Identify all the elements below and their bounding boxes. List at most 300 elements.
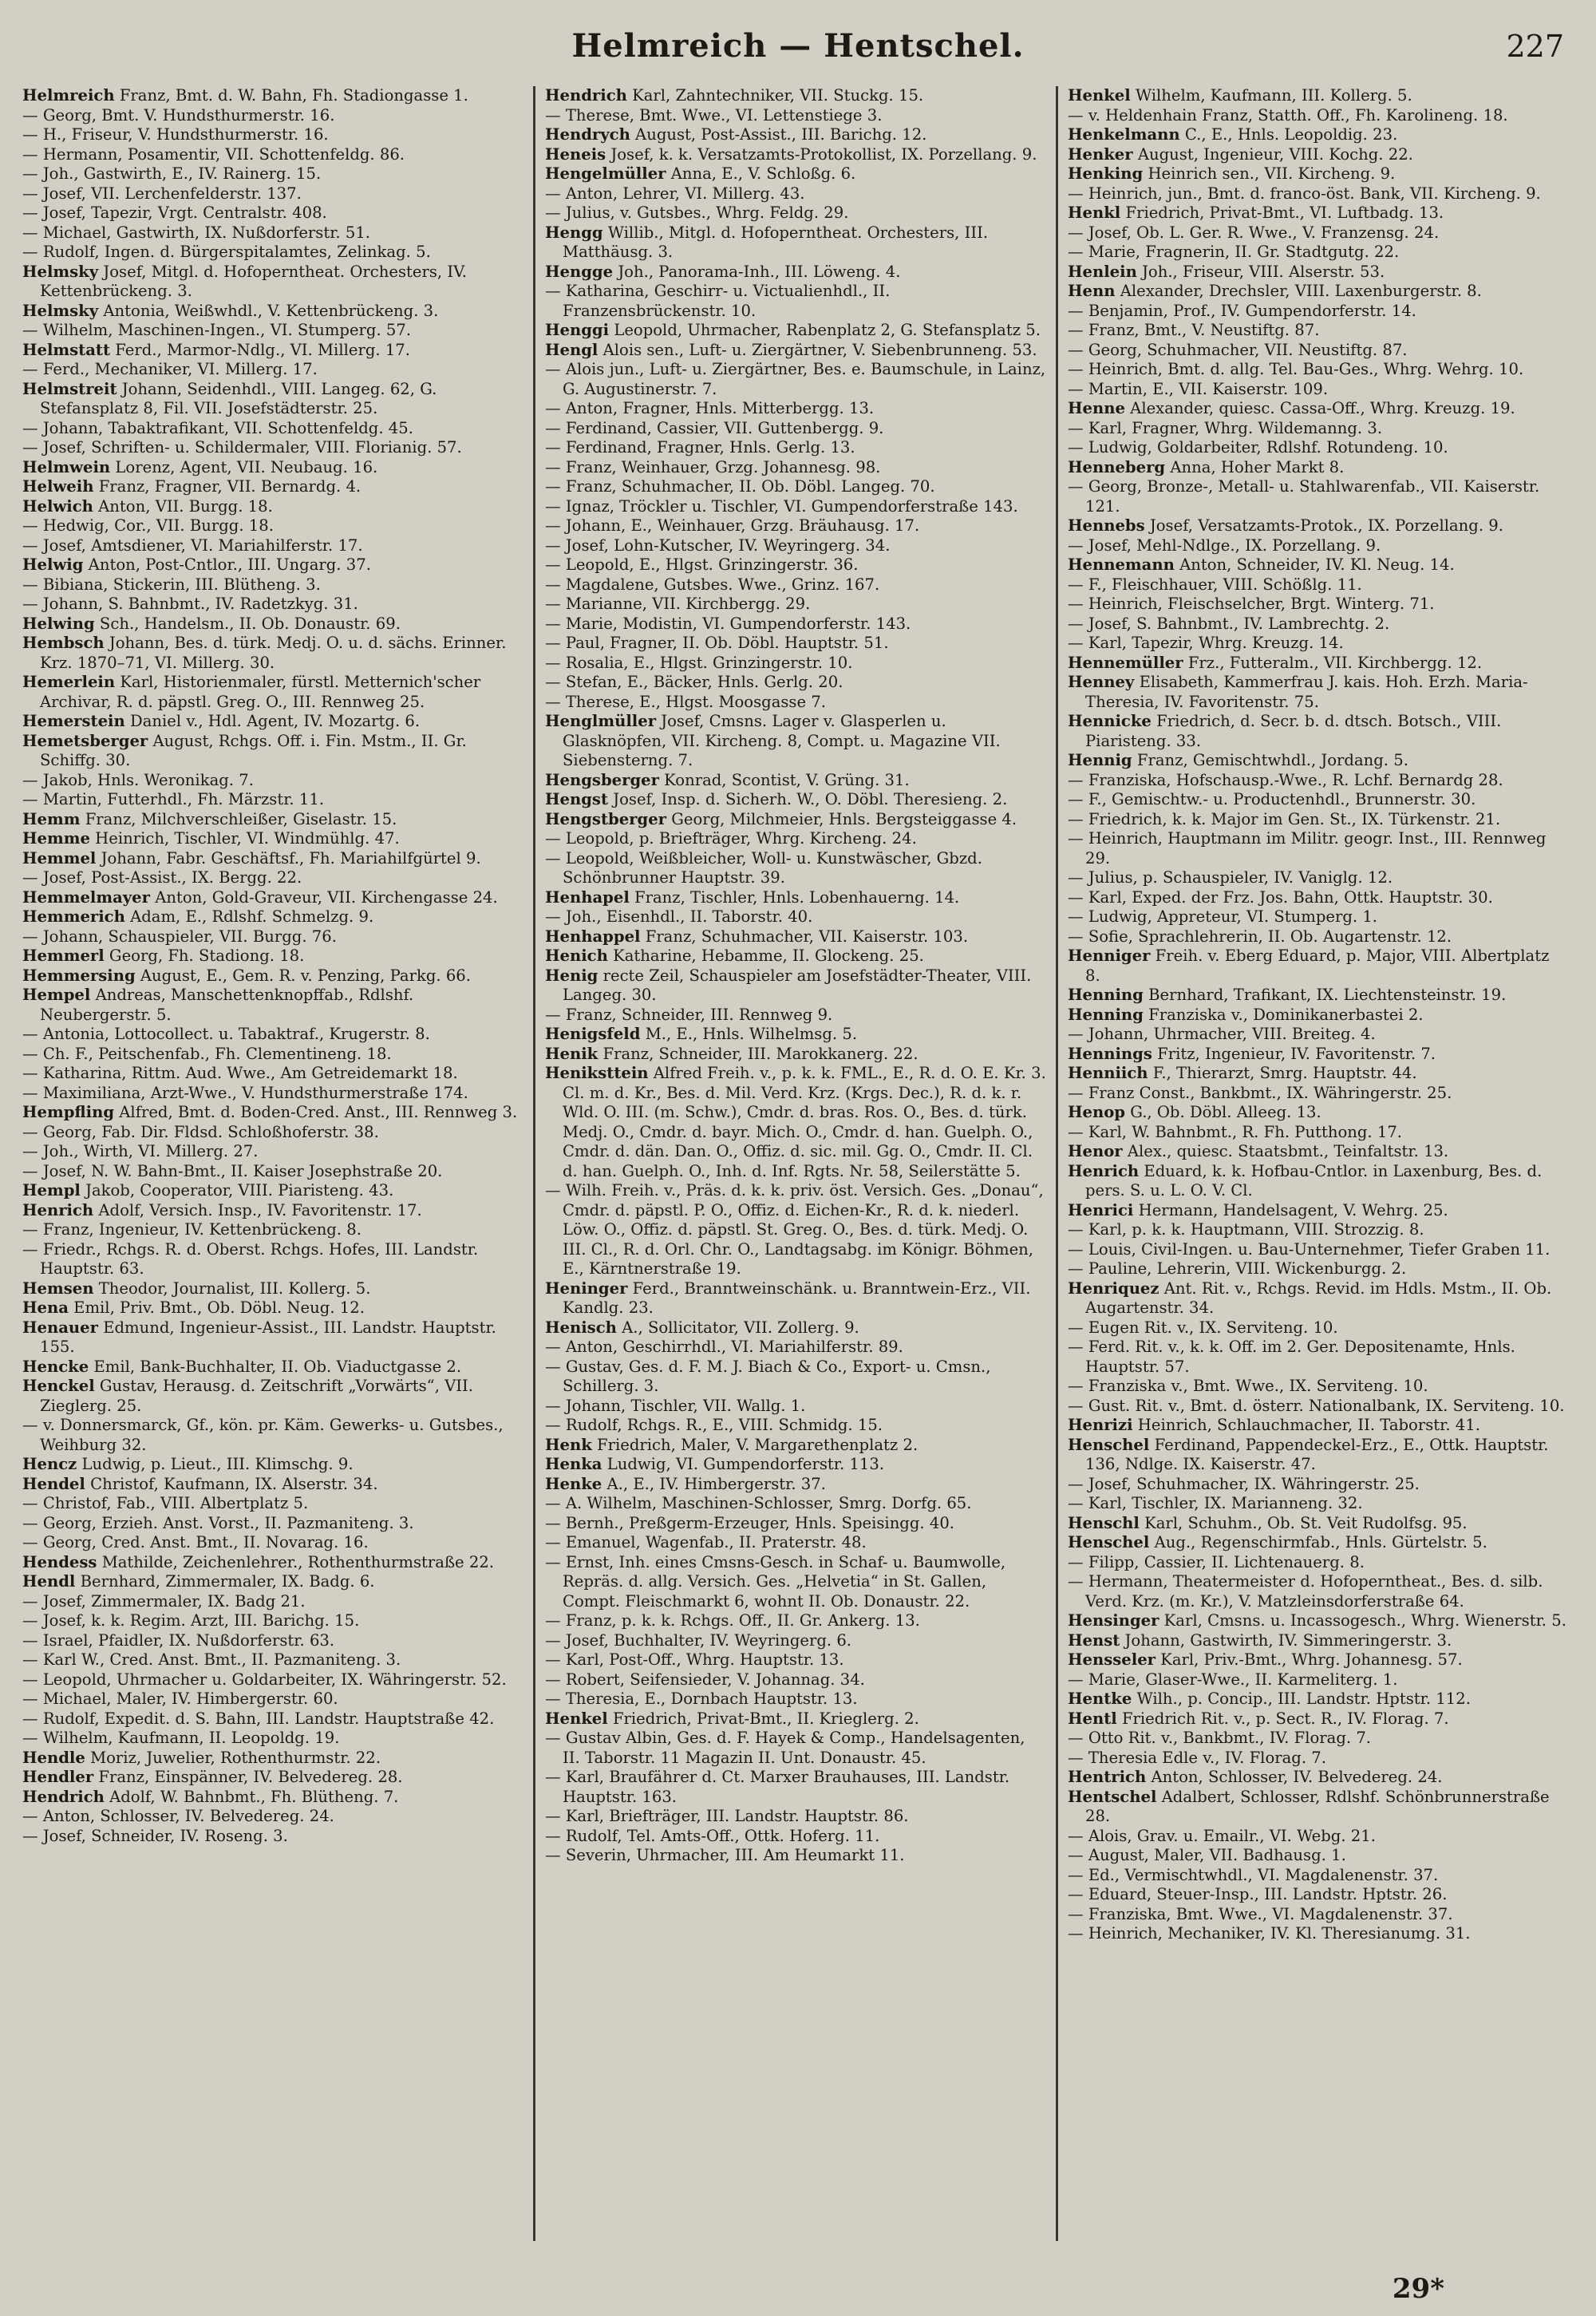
entry-surname: Hendrich <box>545 86 627 105</box>
directory-entry <box>545 673 1046 693</box>
directory-entry <box>1068 1103 1569 1123</box>
entry-details: — Ferd. Rit. v., k. k. Off. im 2. Ger. Depositenamte, Hnls. Hauptstr. 57. <box>1068 1338 1515 1376</box>
entry-surname: Hemmersing <box>22 966 136 985</box>
directory-entry <box>22 1631 523 1651</box>
entry-details: — Marie, Glaser-Wwe., II. Karmeliterg. 1. <box>1068 1670 1398 1689</box>
directory-entry <box>22 1553 523 1573</box>
entry-details: Bernhard, Zimmermaler, IX. Badg. 6. <box>80 1572 375 1591</box>
entry-details: — Friedr., Rchgs. R. d. Oberst. Rchgs. Hofes, III. Landstr. Hauptstr. 63. <box>22 1239 479 1278</box>
directory-entry <box>1068 204 1569 223</box>
entry-details: — Friedrich, k. k. Major im Gen. St., IX. Türkenstr. 21. <box>1068 809 1501 828</box>
entry-surname: Henhappel <box>545 927 641 946</box>
directory-entry <box>22 712 523 732</box>
directory-entry <box>22 575 523 595</box>
directory-entry <box>1068 1006 1569 1026</box>
entry-details: — Leopold, Uhrmacher u. Goldarbeiter, IX. Währingerstr. 52. <box>22 1670 507 1689</box>
directory-entry <box>1068 1866 1569 1886</box>
entry-details: Hermann, Handelsagent, V. Wehrg. 25. <box>1138 1200 1448 1219</box>
directory-entry <box>1068 790 1569 810</box>
entry-surname: Henlein <box>1068 262 1137 281</box>
entry-surname: Hennemann <box>1068 555 1175 574</box>
directory-entry <box>545 1338 1046 1358</box>
entry-details: — Franz, Schuhmacher, II. Ob. Döbl. Langeg. 70. <box>545 477 935 496</box>
directory-entry <box>1068 164 1569 184</box>
entry-details: — Karl, Tapezir, Whrg. Kreuzg. 14. <box>1068 634 1344 652</box>
entry-details: — Karl, Post-Off., Whrg. Hauptstr. 13. <box>545 1650 844 1669</box>
entry-details: August, Post-Assist., III. Barichg. 12. <box>635 125 927 144</box>
entry-surname: Hennicke <box>1068 712 1152 730</box>
entry-details: — Ch. F., Peitschenfab., Fh. Clementineng. 18. <box>22 1044 392 1063</box>
entry-surname: Hensseler <box>1068 1650 1156 1669</box>
directory-entry <box>22 1377 523 1416</box>
directory-entry <box>545 86 1046 106</box>
entry-details: — Rosalia, E., Hlgst. Grinzingerstr. 10. <box>545 653 853 672</box>
entry-surname: Hendrich <box>22 1787 105 1806</box>
directory-entry <box>1068 810 1569 830</box>
entry-surname: Henking <box>1068 164 1144 183</box>
entry-details: — Ludwig, Goldarbeiter, Rdlshf. Rotundeng. 10. <box>1068 438 1448 456</box>
directory-entry <box>1068 1045 1569 1065</box>
entry-surname: Henkel <box>1068 86 1131 105</box>
entry-surname: Hennig <box>1068 751 1132 769</box>
directory-entry <box>545 1827 1046 1847</box>
directory-entry <box>545 1553 1046 1612</box>
entry-details: — Georg, Fab. Dir. Fldsd. Schloßhoferstr. 38. <box>22 1122 379 1141</box>
entry-surname: Henschl <box>1068 1513 1140 1532</box>
directory-entry <box>1068 595 1569 615</box>
entry-details: Franziska v., Dominikanerbastei 2. <box>1148 1005 1424 1024</box>
directory-entry <box>1068 380 1569 400</box>
directory-entry <box>1068 399 1569 419</box>
entry-details: — Ernst, Inh. eines Cmsns-Gesch. in Schaf- u. Baumwolle, Repräs. d. allg. Versich. Ges. „Helvetia“ in St. Gallen, Compt. Fleischmarkt 6, wohnt II. Ob. Donaustr. 22. <box>545 1552 1006 1611</box>
directory-entry <box>1068 184 1569 204</box>
directory-entry <box>22 360 523 380</box>
entry-surname: Henrici <box>1068 1200 1134 1219</box>
entry-details: Karl, Priv.-Bmt., Whrg. Johannesg. 57. <box>1160 1650 1463 1669</box>
entry-surname: Heniksttein <box>545 1064 649 1082</box>
directory-entry <box>1068 1416 1569 1436</box>
entry-details: — Johann, Uhrmacher, VIII. Breiteg. 4. <box>1068 1025 1376 1043</box>
entry-details: Frz., Futteralm., VII. Kirchbergg. 12. <box>1187 653 1483 672</box>
entry-surname: Henst <box>1068 1630 1120 1650</box>
directory-entry <box>1068 302 1569 322</box>
directory-entry <box>545 1416 1046 1436</box>
directory-entry <box>22 615 523 634</box>
entry-details: Aug., Regenschirmfab., Hnls. Gürtelstr. 5. <box>1154 1533 1487 1551</box>
directory-entry <box>22 947 523 966</box>
entry-surname: Henning <box>1068 1005 1144 1024</box>
entry-details: — Karl, Briefträger, III. Landstr. Hauptstr. 86. <box>545 1807 909 1825</box>
entry-details: — Severin, Uhrmacher, III. Am Heumarkt 11. <box>545 1846 905 1864</box>
directory-entry <box>1068 1162 1569 1201</box>
entry-details: — Ludwig, Appreteur, VI. Stumperg. 1. <box>1068 907 1378 926</box>
entry-details: Heinrich, Tischler, VI. Windmühlg. 47. <box>95 829 400 848</box>
entry-surname: Henn <box>1068 282 1116 300</box>
entry-details: — Martin, Futterhdl., Fh. Märzstr. 11. <box>22 790 325 808</box>
entry-surname: Hembsch <box>22 634 105 652</box>
directory-entry <box>545 263 1046 283</box>
signature-mark: 29* <box>1392 2273 1444 2305</box>
entry-details: — Rudolf, Ingen. d. Bürgerspitalamtes, Zelinkag. 5. <box>22 243 431 261</box>
column-divider <box>1056 86 1058 2241</box>
entry-details: — Franziska, Bmt. Wwe., VI. Magdalenenstr. 37. <box>1068 1904 1453 1923</box>
entry-details: — Karl W., Cred. Anst. Bmt., II. Pazmaniteng. 3. <box>22 1650 401 1669</box>
directory-entry <box>22 516 523 536</box>
entry-surname: Hemerlein <box>22 673 116 691</box>
directory-entry <box>22 790 523 810</box>
directory-entry <box>22 263 523 302</box>
entry-details: Ludwig, VI. Gumpendorferstr. 113. <box>606 1455 885 1473</box>
directory-columns <box>14 86 1578 2241</box>
directory-entry <box>22 1650 523 1670</box>
directory-entry <box>545 1690 1046 1709</box>
entry-details: — Georg, Cred. Anst. Bmt., II. Novarag. 16. <box>22 1533 369 1551</box>
entry-surname: Hentl <box>1068 1709 1117 1728</box>
directory-entry <box>22 1514 523 1534</box>
entry-details: Johann, Gastwirth, IV. Simmeringerstr. 3. <box>1124 1630 1452 1650</box>
entry-details: Anton, VII. Burgg. 18. <box>98 496 273 516</box>
directory-entry <box>22 1768 523 1788</box>
entry-details: — Anton, Fragner, Hnls. Mitterbergg. 13. <box>545 399 875 417</box>
directory-entry <box>545 1729 1046 1768</box>
entry-surname: Hendess <box>22 1552 97 1571</box>
entry-details: — Julius, v. Gutsbes., Whrg. Feldg. 29. <box>545 204 849 222</box>
entry-details: Friedrich, Privat-Bmt., II. Krieglerg. 2. <box>612 1709 919 1728</box>
entry-details: Wilh., p. Concip., III. Landstr. Hptstr. 112. <box>1136 1690 1471 1708</box>
directory-entry <box>545 1318 1046 1338</box>
directory-entry <box>22 341 523 361</box>
entry-details: — Josef, k. k. Regim. Arzt, III. Barichg. 15. <box>22 1611 360 1630</box>
directory-entry <box>22 86 523 106</box>
directory-entry <box>22 497 523 517</box>
entry-details: — Josef, Buchhalter, IV. Weyringerg. 6. <box>545 1630 852 1650</box>
directory-entry <box>545 634 1046 654</box>
entry-details: — Franz, Weinhauer, Grzg. Johannesg. 98. <box>545 457 881 476</box>
entry-details: Mathilde, Zeichenlehrer., Rothenthurmstraße 22. <box>101 1552 495 1571</box>
entry-details: — Josef, S. Bahnbmt., IV. Lambrechtg. 2. <box>1068 614 1390 633</box>
directory-entry <box>22 1201 523 1221</box>
directory-entry <box>1068 1201 1569 1221</box>
entry-details: Anton, Post-Cntlor., III. Ungarg. 37. <box>88 555 371 574</box>
entry-details: — Josef, Tapezir, Vrgt. Centralstr. 408. <box>22 204 327 222</box>
entry-details: Ferd., Marmor-Ndlg., VI. Millerg. 17. <box>115 340 410 359</box>
directory-entry <box>22 1690 523 1709</box>
entry-details: Joh., Friseur, VIII. Alserstr. 53. <box>1142 262 1385 281</box>
page-title: Helmreich — Hentschel. <box>571 27 1025 65</box>
directory-entry <box>22 1416 523 1455</box>
directory-entry <box>1068 1397 1569 1417</box>
entry-details: — Karl, Tischler, IX. Marianneng. 32. <box>1068 1494 1363 1512</box>
directory-entry <box>1068 1885 1569 1905</box>
directory-entry <box>545 477 1046 497</box>
entry-details: — F., Fleischhauer, VIII. Schößlg. 11. <box>1068 575 1362 594</box>
entry-surname: Hempel <box>22 986 91 1004</box>
entry-details: Gustav, Herausg. d. Zeitschrift „Vorwärts“, VII. Zieglerg. 25. <box>40 1377 474 1415</box>
directory-entry <box>545 536 1046 556</box>
entry-surname: Henhapel <box>545 887 630 907</box>
entry-details: — Christof, Fab., VIII. Albertplatz 5. <box>22 1494 309 1512</box>
directory-entry <box>22 321 523 341</box>
directory-entry <box>1068 477 1569 516</box>
column-middle <box>537 86 1054 2241</box>
entry-details: — v. Heldenhain Franz, Statth. Off., Fh. Karolineng. 18. <box>1068 105 1508 124</box>
entry-surname: Hencz <box>22 1455 77 1473</box>
column-divider <box>533 86 535 2241</box>
entry-surname: Henigsfeld <box>545 1025 641 1043</box>
entry-details: — Johann, S. Bahnbmt., IV. Radetzkyg. 31. <box>22 595 358 613</box>
directory-entry <box>22 927 523 947</box>
directory-entry <box>545 438 1046 458</box>
directory-entry <box>22 732 523 771</box>
directory-entry <box>545 145 1046 165</box>
entry-details: — Ferd., Mechaniker, VI. Millerg. 17. <box>22 360 318 378</box>
entry-details: Franz, Einspänner, IV. Belvedereg. 28. <box>98 1768 403 1786</box>
entry-details: — Emanuel, Wagenfab., II. Praterstr. 48. <box>545 1533 867 1551</box>
directory-entry <box>22 1298 523 1318</box>
entry-details: — Louis, Civil-Ingen. u. Bau-Unternehmer, Tiefer Graben 11. <box>1068 1239 1551 1259</box>
entry-details: Johann, Bes. d. türk. Medj. O. u. d. sächs. Erinner. Krz. 1870–71, VI. Millerg. 30. <box>40 634 507 672</box>
directory-entry <box>1068 1709 1569 1729</box>
directory-entry <box>545 1533 1046 1553</box>
directory-entry <box>1068 1318 1569 1338</box>
entry-details: Alexander, Drechsler, VIII. Laxenburgerstr. 8. <box>1120 282 1482 300</box>
entry-details: Antonia, Weißwhdl., V. Kettenbrückeng. 3. <box>103 301 439 320</box>
entry-details: — Johann, Tischler, VII. Wallg. 1. <box>545 1396 806 1415</box>
entry-surname: Helmstreit <box>22 379 117 398</box>
entry-details: Josef, Mitgl. d. Hofoperntheat. Orchesters, IV. Kettenbrückeng. 3. <box>40 262 468 300</box>
entry-details: Alfred, Bmt. d. Boden-Cred. Anst., III. Rennweg 3. <box>119 1103 518 1121</box>
entry-details: Franz, Bmt. d. W. Bahn, Fh. Stadiongasse 1. <box>119 86 468 105</box>
entry-details: — Gustav, Ges. d. F. M. J. Biach & Co., Export- u. Cmsn., Schillerg. 3. <box>545 1357 991 1395</box>
entry-details: — Benjamin, Prof., IV. Gumpendorferstr. 14. <box>1068 301 1416 320</box>
directory-entry <box>545 458 1046 478</box>
directory-entry <box>1068 145 1569 165</box>
entry-details: Emil, Bank-Buchhalter, II. Ob. Viaductgasse 2. <box>93 1357 462 1376</box>
entry-details: — Heinrich, Hauptmann im Militr. geogr. Inst., III. Rennweg 29. <box>1068 829 1547 868</box>
entry-details: Josef, Insp. d. Sicherh. W., O. Döbl. Theresieng. 2. <box>613 790 1008 808</box>
directory-entry <box>1068 263 1569 283</box>
entry-details: — Anton, Geschirrhdl., VI. Mariahilferstr. 89. <box>545 1338 903 1356</box>
directory-entry <box>1068 1924 1569 1944</box>
directory-entry <box>1068 1220 1569 1240</box>
entry-details: — Hedwig, Cor., VII. Burgg. 18. <box>22 516 274 535</box>
entry-details: — Martin, E., VII. Kaiserstr. 109. <box>1068 379 1329 398</box>
directory-entry <box>1068 947 1569 986</box>
entry-details: A., E., IV. Himbergerstr. 37. <box>606 1474 826 1493</box>
entry-details: Lorenz, Agent, VII. Neubaug. 16. <box>115 457 378 476</box>
directory-entry <box>1068 536 1569 556</box>
directory-entry <box>545 790 1046 810</box>
entry-surname: Hemmel <box>22 848 97 868</box>
entry-details: — Filipp, Cassier, II. Lichtenauerg. 8. <box>1068 1552 1365 1571</box>
directory-entry <box>1068 419 1569 439</box>
directory-entry <box>1068 751 1569 771</box>
entry-details: Alois sen., Luft- u. Ziergärtner, V. Siebenbrunneng. 53. <box>602 340 1037 359</box>
directory-entry <box>1068 1025 1569 1045</box>
entry-details: — Rudolf, Rchgs. R., E., VIII. Schmidg. 15. <box>545 1416 883 1434</box>
entry-details: — Karl, W. Bahnbmt., R. Fh. Putthong. 17. <box>1068 1122 1403 1141</box>
entry-details: Karl, Zahntechniker, VII. Stuckg. 15. <box>632 86 924 105</box>
entry-details: — Josef, Ob. L. Ger. R. Wwe., V. Franzensg. 24. <box>1068 223 1440 242</box>
entry-surname: Henschel <box>1068 1533 1150 1551</box>
directory-entry <box>22 145 523 165</box>
entry-details: — Heinrich, Bmt. d. allg. Tel. Bau-Ges., Whrg. Wehrg. 10. <box>1068 360 1524 378</box>
entry-details: — Theresia Edle v., IV. Florag. 7. <box>1068 1748 1326 1767</box>
entry-details: Leopold, Uhrmacher, Rabenplatz 2, G. Stefansplatz 5. <box>614 321 1041 339</box>
entry-details: — Ed., Vermischtwhdl., VI. Magdalenenstr. 37. <box>1068 1865 1439 1884</box>
entry-surname: Hemsen <box>22 1279 94 1298</box>
directory-entry <box>545 693 1046 713</box>
entry-details: Franz, Fragner, VII. Bernardg. 4. <box>98 477 361 496</box>
entry-details: — Therese, E., Hlgst. Moosgasse 7. <box>545 692 827 711</box>
entry-surname: Helmsky <box>22 262 99 281</box>
directory-entry <box>1068 1514 1569 1534</box>
entry-surname: Henrich <box>1068 1161 1140 1180</box>
entry-details: Fritz, Ingenieur, IV. Favoritenstr. 7. <box>1157 1044 1436 1063</box>
entry-details: — Jakob, Hnls. Weronikag. 7. <box>22 770 254 789</box>
directory-entry <box>1068 86 1569 106</box>
entry-details: Moriz, Juwelier, Rothenthurmstr. 22. <box>90 1748 381 1767</box>
entry-details: — Bibiana, Stickerin, III. Blütheng. 3. <box>22 575 321 594</box>
entry-details: August, E., Gem. R. v. Penzing, Parkg. 66. <box>140 966 471 985</box>
page-number: 227 <box>1506 29 1564 64</box>
entry-details: Franz, Schuhmacher, VII. Kaiserstr. 103. <box>645 927 969 946</box>
entry-details: Friedrich, Maler, V. Margarethenplatz 2. <box>597 1435 918 1454</box>
entry-surname: Hengg <box>545 223 603 242</box>
directory-entry <box>545 771 1046 791</box>
directory-entry <box>1068 555 1569 575</box>
directory-entry <box>22 1611 523 1631</box>
entry-details: — Josef, Schneider, IV. Roseng. 3. <box>22 1826 288 1845</box>
directory-entry <box>1068 282 1569 302</box>
directory-entry <box>1068 986 1569 1006</box>
entry-details: Edmund, Ingenieur-Assist., III. Landstr. Hauptstr. 155. <box>40 1318 496 1356</box>
entry-details: — Georg, Erzieh. Anst. Vorst., II. Pazmaniteng. 3. <box>22 1513 414 1532</box>
entry-details: — Karl, Exped. der Frz. Jos. Bahn, Ottk. Hauptstr. 30. <box>1068 887 1493 907</box>
directory-entry <box>545 1279 1046 1318</box>
directory-entry <box>1068 1377 1569 1397</box>
directory-entry <box>1068 654 1569 674</box>
directory-entry <box>22 1475 523 1495</box>
directory-entry <box>545 497 1046 517</box>
entry-details: C., E., Hnls. Leopoldig. 23. <box>1184 125 1398 144</box>
directory-entry <box>22 555 523 575</box>
entry-details: — Antonia, Lottocollect. u. Tabaktraf., Krugerstr. 8. <box>22 1025 430 1043</box>
entry-surname: Henisch <box>545 1318 617 1337</box>
directory-entry <box>1068 1338 1569 1377</box>
directory-entry <box>545 1768 1046 1807</box>
entry-details: — Franz, p. k. k. Rchgs. Off., II. Gr. Ankerg. 13. <box>545 1611 920 1630</box>
directory-entry <box>1068 1436 1569 1475</box>
entry-details: — Anton, Schlosser, IV. Belvedereg. 24. <box>22 1807 334 1825</box>
directory-entry <box>545 595 1046 615</box>
entry-details: Franz, Gemischtwhdl., Jordang. 5. <box>1136 751 1408 769</box>
directory-entry <box>22 458 523 478</box>
entry-surname: Henney <box>1068 673 1135 691</box>
directory-entry <box>545 341 1046 361</box>
directory-entry <box>545 810 1046 830</box>
entry-details: Friedrich, d. Secr. b. d. dtsch. Botsch., VIII. Piaristeng. 33. <box>1085 712 1502 750</box>
entry-details: — Alois jun., Luft- u. Ziergärtner, Bes. e. Baumschule, in Lainz, G. Augustinerstr. 7. <box>545 360 1046 398</box>
entry-details: — Hermann, Posamentir, VII. Schottenfeldg. 86. <box>22 144 405 164</box>
directory-entry <box>22 1162 523 1182</box>
entry-details: — Franz, Ingenieur, IV. Kettenbrückeng. 8. <box>22 1220 362 1239</box>
directory-entry <box>22 1592 523 1612</box>
directory-entry <box>1068 1611 1569 1631</box>
directory-entry <box>545 712 1046 771</box>
entry-details: — Michael, Maler, IV. Himbergerstr. 60. <box>22 1690 338 1708</box>
directory-entry <box>1068 1553 1569 1573</box>
entry-surname: Hencke <box>22 1357 89 1376</box>
entry-surname: Heninger <box>545 1279 628 1298</box>
directory-entry <box>22 1045 523 1065</box>
directory-entry <box>1068 712 1569 751</box>
entry-details: — H., Friseur, V. Hundsthurmerstr. 16. <box>22 125 329 144</box>
directory-entry <box>22 1181 523 1201</box>
directory-entry <box>545 927 1046 947</box>
entry-details: Joh., Panorama-Inh., III. Löweng. 4. <box>618 262 901 281</box>
entry-surname: Helmsky <box>22 301 99 320</box>
directory-entry <box>22 1142 523 1162</box>
directory-entry <box>22 1494 523 1514</box>
directory-entry <box>22 966 523 986</box>
entry-surname: Hena <box>22 1298 69 1317</box>
directory-entry <box>545 1181 1046 1279</box>
entry-surname: Hendler <box>22 1768 94 1786</box>
entry-surname: Henne <box>1068 399 1125 417</box>
directory-entry <box>1068 1729 1569 1749</box>
entry-details: Anton, Schneider, IV. Kl. Neug. 14. <box>1179 555 1455 574</box>
entry-details: — Julius, p. Schauspieler, IV. Vaniglg. 12. <box>1068 868 1393 887</box>
entry-surname: Henniich <box>1068 1064 1148 1082</box>
directory-entry <box>1068 1475 1569 1495</box>
entry-details: Freih. v. Eberg Eduard, p. Major, VIII. Albertplatz 8. <box>1085 947 1550 985</box>
entry-details: — Karl, p. k. k. Hauptmann, VIII. Strozzig. 8. <box>1068 1220 1424 1239</box>
entry-details: — Joh., Eisenhdl., II. Taborstr. 40. <box>545 907 813 926</box>
entry-surname: Henor <box>1068 1142 1123 1160</box>
directory-entry <box>1068 1846 1569 1866</box>
directory-entry <box>545 888 1046 908</box>
directory-entry <box>22 1318 523 1358</box>
entry-details: Alfred Freih. v., p. k. k. FML., E., R. d. O. E. Kr. 3. Cl. m. d. Kr., Bes. d. Mil. Verd. Krz. (Krgs. Dec.), R. d. k. r. Wld. O. III. (m. Schw.), Cmdr. d. bras. Ros. O., Bes. d. türk. Medj. O., Cmdr. d. bayr. Mich. O., Cmdr. d. han. Guelph. O., Cmdr. d. dän. Dan. O., Offiz. d. sic. mil. Gg. O., Cmdr. II. Cl. d. han. Guelph. O., Inh. d. Inf. Rgts. Nr. 58, Seilerstätte 5. <box>563 1064 1046 1180</box>
directory-entry <box>22 771 523 791</box>
entry-details: Emil, Priv. Bmt., Ob. Döbl. Neug. 12. <box>73 1298 365 1317</box>
entry-details: — Josef, Zimmermaler, IX. Badg 21. <box>22 1591 306 1611</box>
entry-surname: Hennebs <box>1068 516 1145 535</box>
entry-details: Franz, Tischler, Hnls. Lobenhauerng. 14. <box>634 887 960 907</box>
entry-surname: Helwing <box>22 614 95 633</box>
directory-entry <box>545 907 1046 927</box>
entry-surname: Helmreich <box>22 86 115 105</box>
entry-details: Josef, k. k. Versatzamts-Protokollist, IX. Porzellang. 9. <box>610 144 1037 164</box>
directory-entry <box>22 849 523 869</box>
directory-entry <box>545 615 1046 634</box>
directory-entry <box>545 947 1046 966</box>
directory-entry <box>545 1807 1046 1827</box>
directory-entry <box>22 536 523 556</box>
entry-details: Konrad, Scontist, V. Grüng. 31. <box>664 770 910 789</box>
entry-surname: Henop <box>1068 1103 1125 1121</box>
entry-surname: Henneberg <box>1068 457 1166 476</box>
entry-details: — Josef, Post-Assist., IX. Bergg. 22. <box>22 868 302 887</box>
entry-details: Johann, Seidenhdl., VIII. Langeg. 62, G. Stefansplatz 8, Fil. VII. Josefstädterstr. 25. <box>40 379 437 417</box>
directory-entry <box>1068 1572 1569 1611</box>
directory-entry <box>545 555 1046 575</box>
directory-entry <box>1068 1494 1569 1514</box>
entry-details: — Stefan, E., Bäcker, Hnls. Gerlg. 20. <box>545 673 843 691</box>
directory-entry <box>22 204 523 223</box>
entry-details: — Alois, Grav. u. Emailr., VI. Webg. 21. <box>1068 1826 1376 1845</box>
